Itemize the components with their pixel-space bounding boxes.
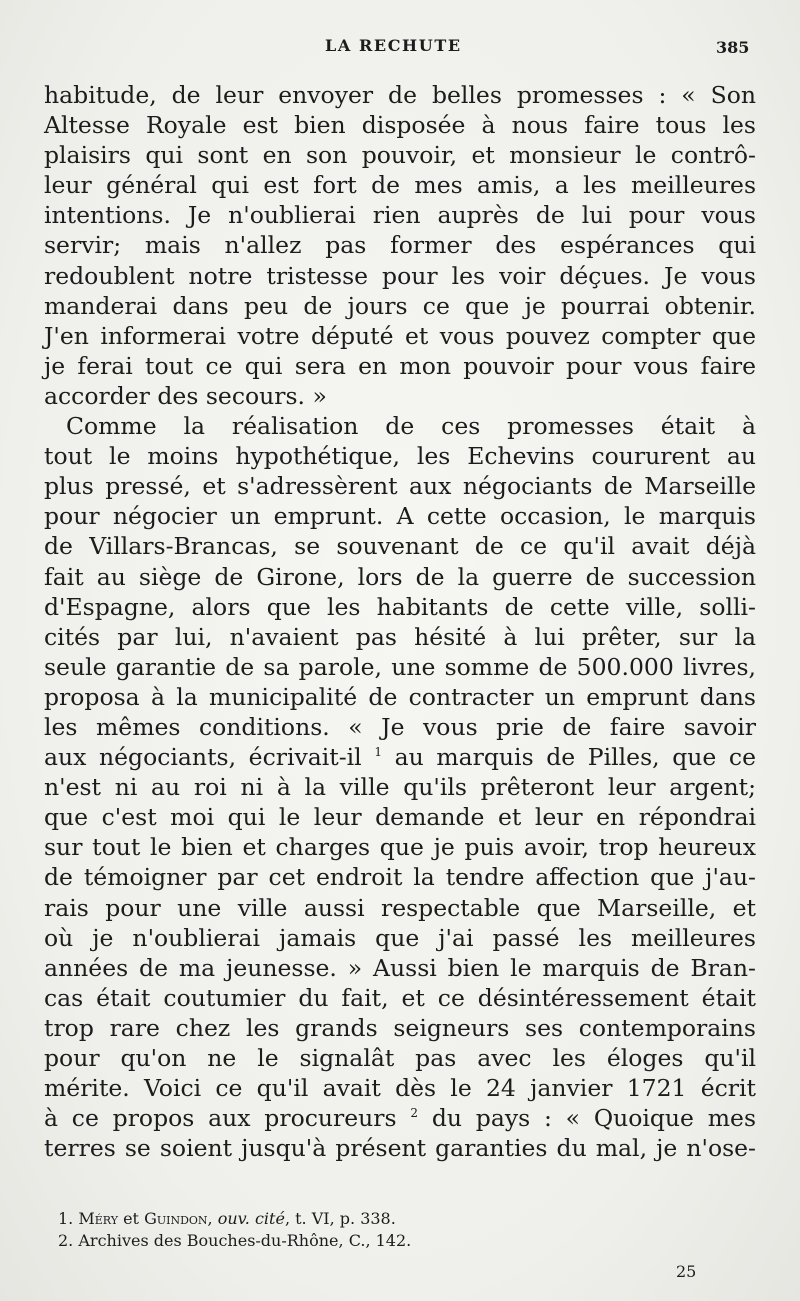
footnote-2 [58, 1230, 738, 1252]
running-title: LA RECHUTE [325, 36, 462, 55]
text-line: plus pressé, et s'adressèrent aux négociants de Marseille [44, 472, 756, 501]
text-segment: au marquis de Pilles, que ce [381, 743, 756, 772]
text-segment: du pays : « Quoique mes [418, 1104, 756, 1133]
footnote-author: Guindon [144, 1209, 208, 1228]
footnote-work-title: ouv. cité [217, 1209, 285, 1228]
text-line-paragraph-start: Comme la réalisation de ces promesses était à [66, 412, 756, 441]
text-line: Altesse Royale est bien disposée à nous faire tous les [44, 111, 756, 140]
text-line: rais pour une ville aussi respectable que Marseille, et [44, 893, 756, 922]
text-line: les mêmes conditions. « Je vous prie de faire savoir [44, 712, 756, 741]
text-line: je ferai tout ce qui sera en mon pouvoir pour vous faire [44, 351, 756, 380]
text-line: où je n'oublierai jamais que j'ai passé les meilleures [44, 923, 756, 952]
footnote-ref-2: 2 [410, 1106, 419, 1121]
text-line: cas était coutumier du fait, et ce désintéressement était [44, 983, 756, 1012]
text-line-with-note-1 [44, 742, 756, 772]
text-line: proposa à la municipalité de contracter un emprunt dans [44, 682, 756, 711]
footnote-ref-1: 1 [374, 745, 382, 760]
text-segment: à ce propos aux procureurs [44, 1104, 397, 1133]
footnote-number: 1. [58, 1209, 74, 1228]
text-line: J'en informerai votre député et vous pouvez compter que [44, 321, 756, 350]
text-line: manderai dans peu de jours ce que je pourrai obtenir. [44, 291, 756, 320]
text-line: fait au siège de Girone, lors de la guerre de succession [44, 562, 756, 591]
text-line: leur général qui est fort de mes amis, a les meilleures [44, 171, 756, 200]
page-number: 385 [716, 38, 750, 57]
text-line: tout le moins hypothétique, les Echevins coururent au [44, 442, 756, 471]
footnote-author: Méry [78, 1209, 118, 1228]
text-line: redoublent notre tristesse pour les voir déçues. Je vous [44, 261, 756, 290]
footnote-1 [58, 1208, 738, 1230]
text-line: que c'est moi qui le leur demande et leur en répondrai [44, 803, 756, 832]
text-line: servir; mais n'allez pas former des espérances qui [44, 231, 756, 260]
footnote-text: , t. VI, p. 338. [284, 1209, 396, 1228]
text-line-with-note-2 [44, 1103, 756, 1133]
text-line: plaisirs qui sont en son pouvoir, et monsieur le contrô- [44, 141, 756, 170]
text-line: années de ma jeunesse. » Aussi bien le marquis de Bran- [44, 953, 756, 982]
text-line: d'Espagne, alors que les habitants de cette ville, solli- [44, 592, 756, 621]
text-line: mérite. Voici ce qu'il avait dès le 24 janvier 1721 écrit [44, 1074, 756, 1103]
text-line: de témoigner par cet endroit la tendre affection que j'au- [44, 863, 756, 892]
footnote-text: et [117, 1209, 145, 1228]
text-line: sur tout le bien et charges que je puis avoir, trop heureux [44, 833, 756, 862]
footnote-text: Archives des Bouches-du-Rhône, C., 142. [78, 1231, 412, 1250]
text-line: habitude, de leur envoyer de belles promesses : « Son [44, 81, 756, 109]
text-segment: aux négociants, écrivait-il [44, 743, 362, 772]
text-line: cités par lui, n'avaient pas hésité à lui prêter, sur la [44, 622, 756, 651]
text-line-paragraph-end: accorder des secours. » [44, 381, 327, 410]
footnote-text: , [207, 1209, 218, 1228]
body-text [44, 80, 756, 1163]
footnote-number: 2. [58, 1231, 74, 1250]
footnotes [58, 1208, 738, 1252]
text-line: terres se soient jusqu'à présent garanties du mal, je n'ose- [44, 1134, 756, 1163]
text-line: n'est ni au roi ni à la ville qu'ils prêteront leur argent; [44, 773, 756, 802]
printer-signature-mark: 25 [676, 1262, 697, 1281]
text-line: pour qu'on ne le signalât pas avec les éloges qu'il [44, 1044, 756, 1072]
text-line: seule garantie de sa parole, une somme de 500.000 livres, [44, 652, 756, 681]
text-line: pour négocier un emprunt. A cette occasion, le marquis [44, 502, 756, 531]
text-line: intentions. Je n'oublierai rien auprès de lui pour vous [44, 201, 756, 230]
text-line: de Villars-Brancas, se souvenant de ce qu'il avait déjà [44, 532, 756, 561]
text-line: trop rare chez les grands seigneurs ses contemporains [44, 1013, 756, 1042]
running-head [0, 36, 800, 60]
